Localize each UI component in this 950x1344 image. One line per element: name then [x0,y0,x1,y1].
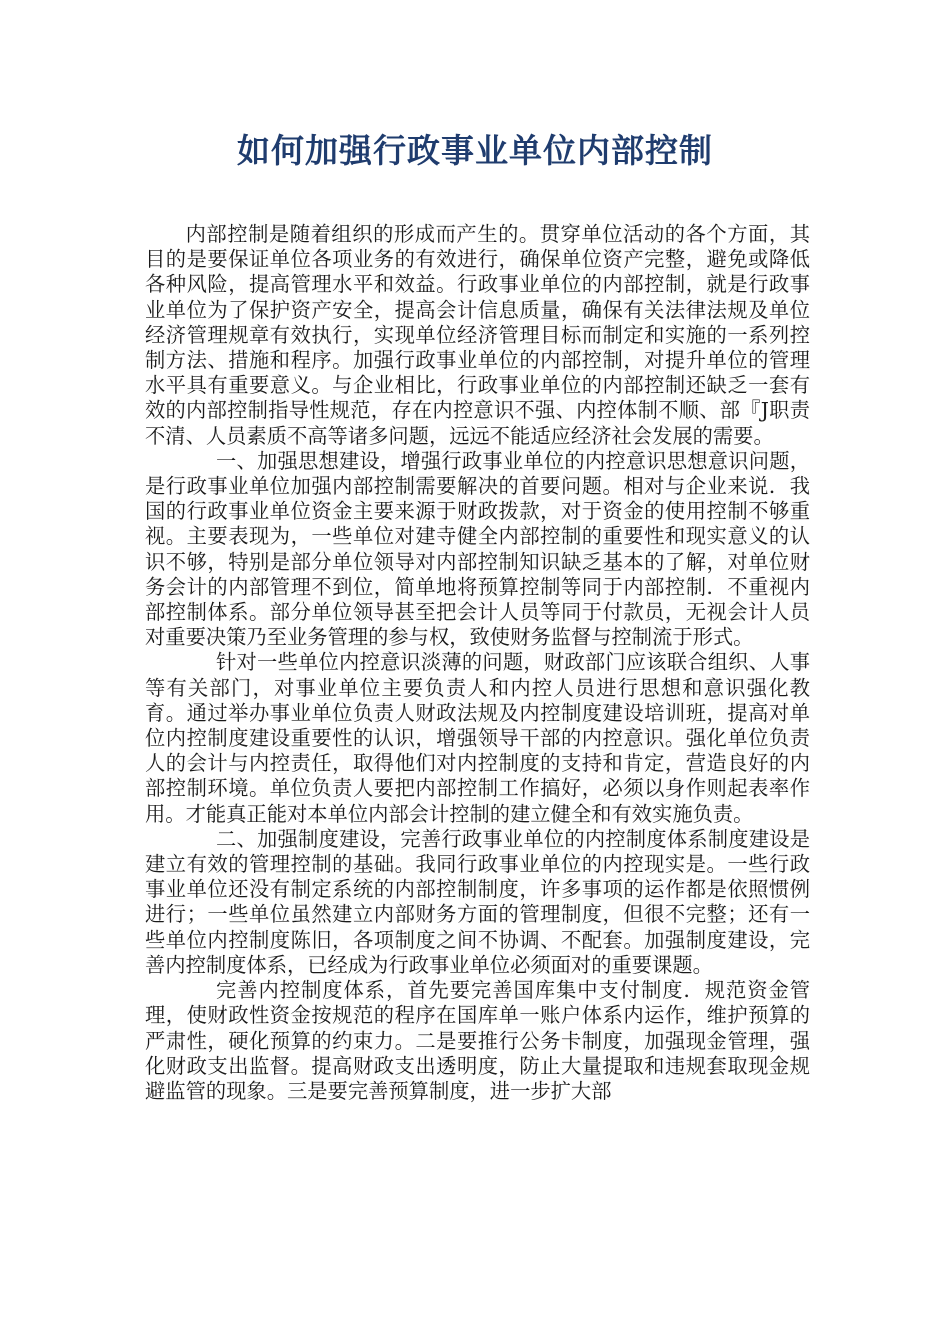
document-title: 如何加强行政事业单位内部控制 [237,131,713,170]
paragraph-section-1: 一、加强思想建设，增强行政事业单位的内控意识思想意识问题，是行政事业单位加强内部控制需要解决的首要问题。相对与企业来说．我国的行政事业单位资金主要来源于财政拨款，对于资金的使用控制不够重视。主要表现为，一些单位对建寺健全内部控制的重要性和现实意义的认识不够，特别是部分单位领导对内部控制知识缺乏基本的了解，对单位财务会计的内部管理不到位，简单地将预算控制等同于内部控制．不重视内部控制体系。部分单位领导甚至把会计人员等同于付款员，无视会计人员对重要决策乃至业务管理的参与权，致使财务监督与控制流于形式。 [145,448,810,650]
paragraph-section-2: 二、加强制度建设，完善行政事业单位的内控制度体系制度建设是建立有效的管理控制的基础。我同行政事业单位的内控现实是。一些行政事业单位还没有制定系统的内部控制制度，许多事项的运作都是依照惯例进行；一些单位虽然建立内部财务方面的管理制度，但很不完整；还有一些单位内控制度陈旧，各项制度之间不协调、不配套。加强制度建设，完善内控制度体系，已经成为行政事业单位必须面对的重要课题。 [145,826,810,977]
document-body [145,222,810,1104]
paragraph-section-1-measures: 针对一些单位内控意识淡薄的问题，财政部门应该联合组织、人事等有关部门，对事业单位主要负责人和内控人员进行思想和意识强化教育。通过举办事业单位负责人财政法规及内控制度建设培训班，提高对单位内控制度建设重要性的认识，增强领导干部的内控意识。强化单位负责人的会计与内控责任，取得他们对内控制度的支持和肯定，营造良好的内部控制环境。单位负责人要把内部控制工作搞好，必须以身作则起表率作用。才能真正能对本单位内部会计控制的建立健全和有效实施负责。 [145,650,810,826]
paragraph-intro: 内部控制是随着组织的形成而产生的。贯穿单位活动的各个方面，其目的是要保证单位各项业务的有效进行，确保单位资产完整，避免或降低各种风险，提高管理水平和效益。行政事业单位的内部控制，就是行政事业单位为了保护资产安全，提高会计信息质量，确保有关法律法规及单位经济管理规章有效执行，实现单位经济管理目标而制定和实施的一系列控制方法、措施和程序。加强行政事业单位的内部控制，对提升单位的管理水平具有重要意义。与企业相比，行政事业单位的内部控制还缺乏一套有效的内部控制指导性规范，存在内控意识不强、内控体制不顺、部『J职责不清、人员素质不高等诸多问题，远远不能适应经济社会发展的需要。 [145,222,810,448]
paragraph-section-2-measures: 完善内控制度体系，首先要完善国库集中支付制度．规范资金管理，使财政性资金按规范的程序在国库单一账户体系内运作，维护预算的严肃性，硬化预算的约束力。二是要推行公务卡制度，加强现金管理，强化财政支出监督。提高财政支出透明度，防止大量提取和违规套取现金规避监管的现象。三是要完善预算制度，进一步扩大部 [145,978,810,1103]
